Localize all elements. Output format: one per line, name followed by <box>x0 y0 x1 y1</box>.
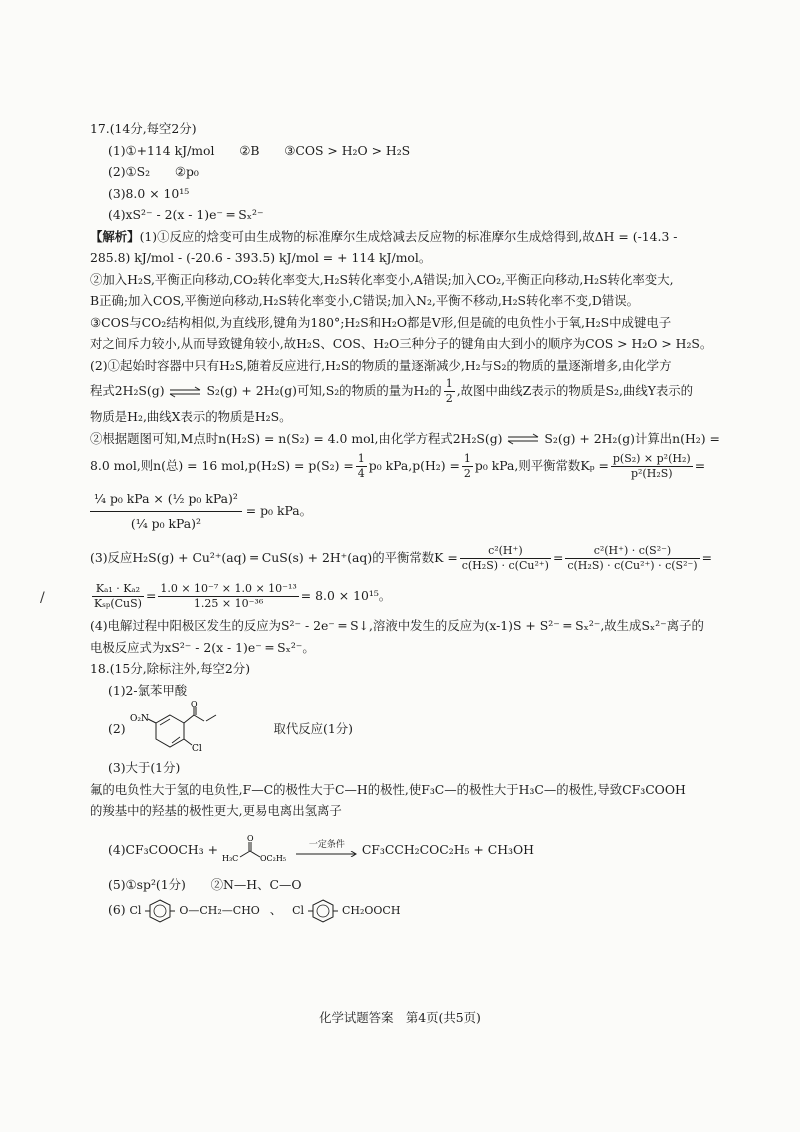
reaction-arrow: 一定条件 <box>296 840 358 860</box>
q17-answer-3: (3)8.0 × 10¹⁵ <box>108 185 190 201</box>
k-fraction-3: $\frac{\text{Kₐ₁ · Kₐ₂}}{\text{Kₛₚ(CuS)}}$ <box>94 582 142 610</box>
equilibrium-arrow-icon <box>506 433 540 445</box>
svg-text:H₃C: H₃C <box>221 854 239 863</box>
kp-calculation-fraction: $\frac{\text{¼ p₀ kPa × (½ p₀ kPa)²}}{\text{(¼ p₀ kPa)²}}$ <box>90 487 242 536</box>
q17-exp-5-line-3: $\frac{\text{¼ p₀ kPa × (½ p₀ kPa)²}}{\text{(¼ p₀ kPa)²}}$ = p₀ kPa。 <box>90 483 720 539</box>
page-footer: 化学试题答案 第4页(共5页) <box>319 1010 481 1025</box>
svg-text:O: O <box>246 834 254 843</box>
q17-answer-4: (4)xS²⁻ - 2(x - 1)e⁻ ═ Sₓ²⁻ <box>108 207 264 222</box>
q18-header: 18.(15分,除标注外,每空2分) <box>90 661 251 676</box>
fraction-half: $\frac{1}{2}$ <box>463 452 471 480</box>
q17-exp-2-line-1: ②加入H₂S,平衡正向移动,CO₂转化率变大,H₂S转化率变小,A错误;加入CO₂,平衡正向移动,H₂S转化率变大, <box>90 271 674 287</box>
nitro-chlorobenzoate-structure-icon <box>130 701 240 757</box>
svg-text:OC₂H₅: OC₂H₅ <box>259 854 286 863</box>
q17-exp-4-line-1: (2)①起始时容器中只有H₂S,随着反应进行,H₂S的物质的量逐渐减少,H₂与S₂的物质的量逐渐增多,由化学方 <box>90 357 672 373</box>
q17-exp-1-line-1: 【解析】(1)①反应的焓变可由生成物的标准摩尔生成焓减去反应物的标准摩尔生成焓得到,故ΔH = (-14.3 - <box>90 228 678 244</box>
q17-exp-5-line-1: ②根据题图可知,M点时n(H₂S) = n(S₂) = 4.0 mol,由化学方程式2H₂S(g) S₂(g) + 2H₂(g)计算出n(H₂) = <box>90 430 720 446</box>
equilibrium-arrow-icon <box>168 386 202 398</box>
q18-answer-2: (2) O₂N O Cl 取代反应(1分) <box>90 701 720 757</box>
fraction-half: $\frac{1}{2}$ <box>445 377 453 405</box>
fraction-quarter: $\frac{1}{4}$ <box>357 452 365 480</box>
q17-exp-7-line-2: 电极反应式为xS²⁻ - 2(x - 1)e⁻ ═ Sₓ²⁻。 <box>90 639 315 655</box>
q18-answer-5: (5)①sp²(1分) ②N—H、C—O <box>108 876 302 892</box>
q17-exp-4-line-2: 程式2H₂S(g) S₂(g) + 2H₂(g)可知,S₂的物质的量为H₂的 $\frac{1}{2}$ ,故图中曲线Z表示的物质是S₂,曲线Y表示的 <box>90 377 694 405</box>
k-fraction-4: $\frac{\text{1.0 × 10⁻⁷ × 1.0 × 10⁻¹³}}{\text{1.25 × 10⁻³⁶}}$ <box>160 582 297 610</box>
right-arrow-icon <box>296 851 358 857</box>
q17-exp-6-line-2: $\frac{\text{Kₐ₁ · Kₐ₂}}{\text{Kₛₚ(CuS)}}$ = $\frac{\text{1.0 × 10⁻⁷ × 1.0 × 10⁻¹³}}{\text{1.25 × 10⁻³⁶}}$ = 8.0 × 10¹⁵。 <box>94 582 392 610</box>
carbonyl-o-label: O <box>190 701 198 709</box>
kp-fraction: $\frac{\text{p(S₂) × p²(H₂)}}{\text{p²(H₂S)}}$ <box>612 452 691 480</box>
k-fraction-2: $\frac{\text{c²(H⁺) · c(S²⁻)}}{\text{c(H₂S) · c(Cu²⁺) · c(S²⁻)}}$ <box>567 544 698 572</box>
q17-exp-6-line-1: (3)反应H₂S(g) + Cu²⁺(aq) ═ CuS(s) + 2H⁺(aq)的平衡常数K = $\frac{\text{c²(H⁺)}}{\text{c(H₂S) · c(Cu²⁺)}}$ = $\frac{\text{c²(H⁺) · c(S²⁻)}}{\text{c(H₂S) · c(Cu²⁺) · c(S²⁻)}}$ = <box>90 544 712 572</box>
benzene-ring-icon <box>145 898 175 924</box>
ethyl-acetate-structure-icon <box>222 833 292 867</box>
q17-exp-1-line-2: 285.8) kJ/mol - (-20.6 - 393.5) kJ/mol = + 114 kJ/mol。 <box>90 250 432 265</box>
q17-exp-2-line-2: B正确;加入COS,平衡逆向移动,H₂S转化率变小,C错误;加入N₂,平衡不移动,H₂S转化率不变,D错误。 <box>90 293 640 308</box>
k-fraction-1: $\frac{\text{c²(H⁺)}}{\text{c(H₂S) · c(Cu²⁺)}}$ <box>461 544 549 572</box>
q17-exp-5-line-2: 8.0 mol,则n(总) = 16 mol,p(H₂S) = p(S₂) = $\frac{1}{4}$ p₀ kPa,p(H₂) = $\frac{1}{2}$ p₀ kPa,则平衡常数Kₚ = $\frac{\text{p(S₂) × p²(H₂)}}{\text{p²(H₂S)}}$ = <box>90 452 706 480</box>
cl-label: Cl <box>191 744 202 754</box>
q18-answer-3: (3)大于(1分) <box>108 760 181 775</box>
q17-exp-4-line-3: 物质是H₂,曲线X表示的物质是H₂S。 <box>90 409 292 424</box>
q18-answer-6: (6) Cl O—CH₂—CHO 、 Cl CH₂OOCH <box>90 895 720 925</box>
no2-label: O₂N <box>129 714 149 724</box>
q18-answer-3-line-1: 氟的电负性大于氢的电负性,F—C的极性大于C—H的极性,使F₃C—的极性大于H₃C—的极性,导致CF₃COOH <box>90 781 686 797</box>
q17-header: 17.(14分,每空2分) <box>90 121 197 136</box>
q17-answer-2: (2)①S₂ ②p₀ <box>108 164 199 179</box>
q18-answer-3-line-2: 的羧基中的羟基的极性更大,更易电离出氢离子 <box>90 803 342 818</box>
answer-content <box>90 118 720 925</box>
q18-answer-4: (4)CF₃COOCH₃ + H₃C O OC₂H₅ 一定条件 CF₃CCH₂COC₂H₅ + CH₃OH <box>90 826 720 874</box>
explanation-label: 【解析】 <box>90 228 140 244</box>
benzene-ring-icon <box>308 898 338 924</box>
q17-answer-1: (1)①+114 kJ/mol ②B ③COS > H₂O > H₂S <box>108 142 411 158</box>
q17-exp-7-line-1: (4)电解过程中阳极区发生的反应为S²⁻ - 2e⁻ ═ S↓,溶液中发生的反应为(x-1)S + S²⁻ ═ Sₓ²⁻,故生成Sₓ²⁻离子的 <box>90 618 704 633</box>
pen-mark: / <box>40 590 45 606</box>
q17-exp-3-line-1: ③COS与CO₂结构相似,为直线形,键角为180°;H₂S和H₂O都是V形,但是硫的电负性小于氧,H₂S中成键电子 <box>90 314 672 330</box>
q18-answer-1: (1)2-氯苯甲酸 <box>108 682 188 698</box>
q17-exp-3-line-2: 对之间斥力较小,从而导致键角较小,故H₂S、COS、H₂O三种分子的键角由大到小的顺序为COS > H₂O > H₂S。 <box>90 336 713 351</box>
